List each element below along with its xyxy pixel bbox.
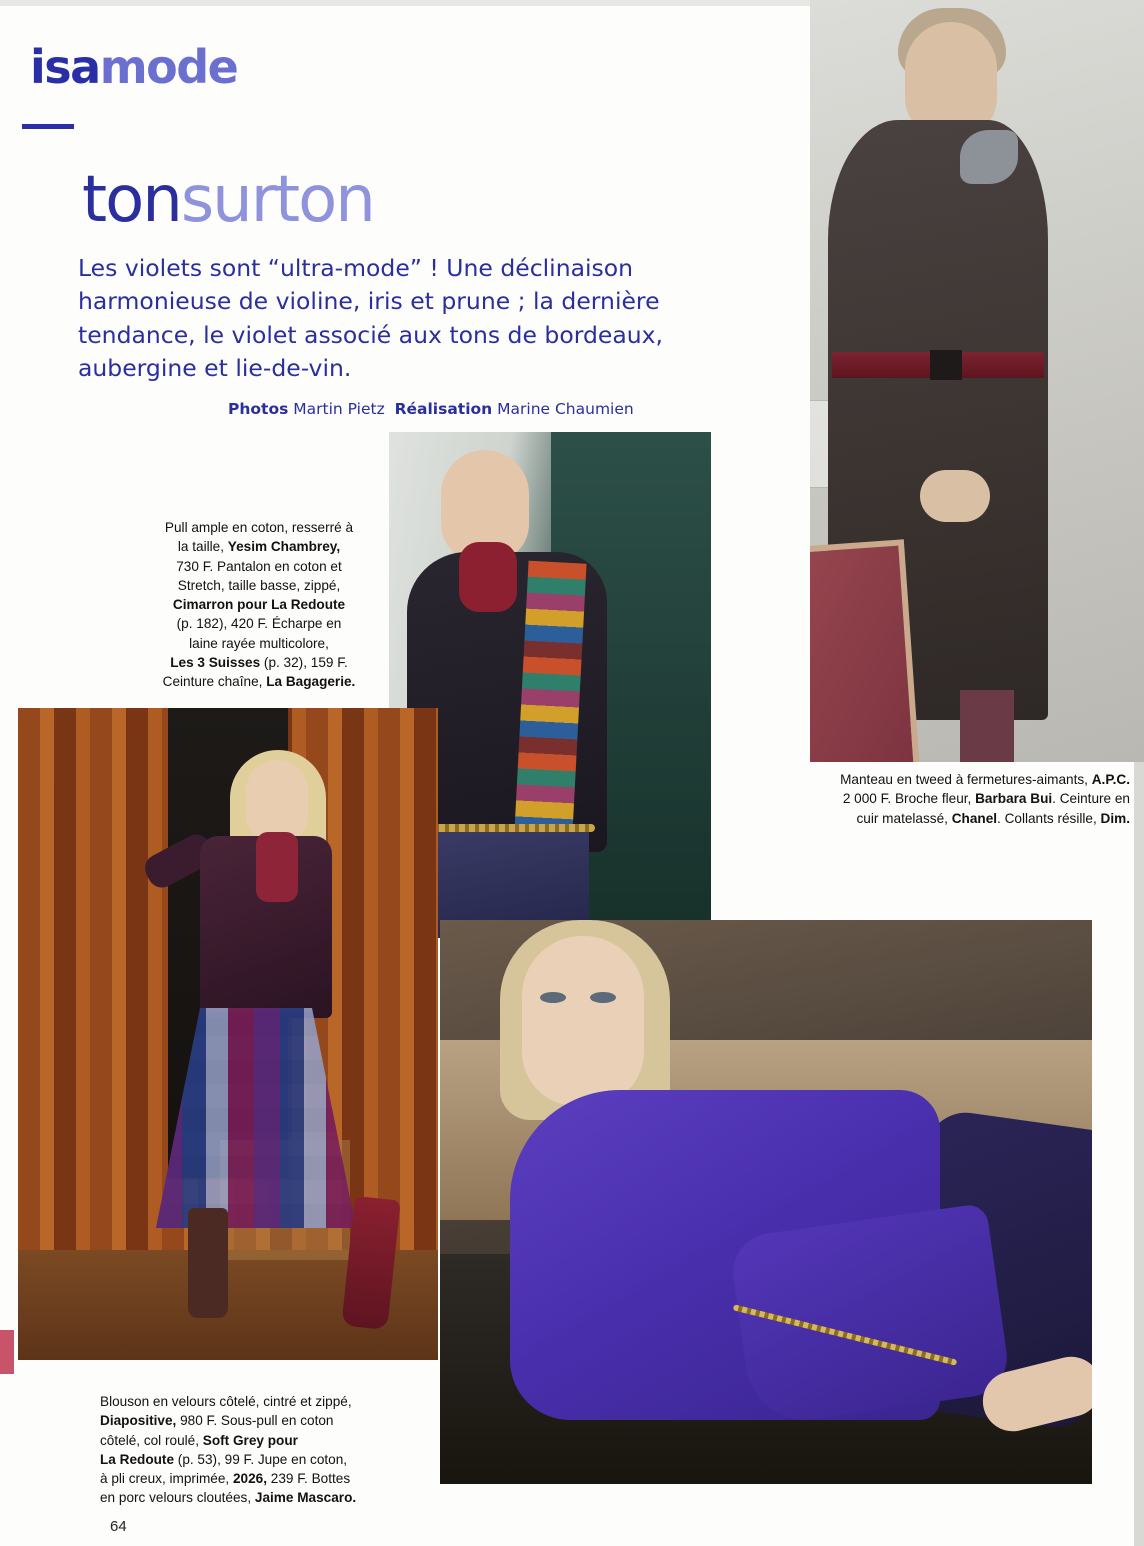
credits-realisation-label: Réalisation — [394, 400, 493, 418]
red-turtleneck — [459, 542, 517, 612]
caption-line: la taille, — [177, 539, 228, 555]
caption-line: en porc velours cloutées, — [100, 1490, 255, 1506]
caption-line: (p. 53), 99 F. Jupe en coton, — [174, 1451, 348, 1467]
credits-photos-label: Photos — [228, 400, 289, 418]
caption-line: Manteau en tweed à fermetures-aimants, — [840, 772, 1092, 787]
magazine-masthead — [30, 40, 237, 94]
masthead-isa: isa — [30, 40, 100, 94]
caption-line: cuir matelassé, — [856, 810, 952, 826]
brand-name: Dim. — [1100, 810, 1130, 826]
brand-name: Jaime Mascaro. — [254, 1490, 357, 1506]
caption-line: . Ceinture en — [1052, 791, 1130, 807]
chain-belt — [429, 824, 595, 832]
credits-photos-name: Martin Pietz — [293, 400, 385, 418]
caption-line: 730 F. Pantalon en coton et — [176, 558, 342, 574]
brand-name: La Bagagerie. — [266, 674, 356, 690]
model-eye-left — [540, 992, 566, 1003]
caption-scarf-model — [148, 518, 370, 692]
caption-line: (p. 32), 159 F. — [260, 655, 348, 671]
red-chair — [810, 539, 920, 762]
brand-name: Chanel — [951, 810, 998, 826]
coat-model-photo — [810, 0, 1144, 762]
caption-line: Ceinture chaîne, — [162, 674, 267, 690]
red-turtleneck — [256, 832, 298, 902]
model-legs-fishnet — [960, 690, 1014, 762]
flower-brooch — [960, 130, 1018, 184]
headline-ton: ton — [82, 163, 181, 237]
caption-line: 980 F. Sous-pull en coton — [176, 1413, 334, 1429]
brand-name: A.P.C. — [1091, 772, 1130, 787]
model-hands — [920, 470, 990, 522]
caption-line: . Collants résille, — [997, 810, 1101, 826]
model-face — [522, 936, 644, 1106]
brand-name: Diapositive, — [100, 1413, 177, 1429]
caption-line: laine rayée multicolore, — [189, 635, 329, 651]
page-number: 64 — [110, 1518, 127, 1535]
caption-coat-model — [810, 770, 1130, 828]
page-title — [82, 163, 374, 237]
caption-line: 2 000 F. Broche fleur, — [842, 791, 976, 807]
masthead-rule — [22, 124, 74, 129]
brand-name: Yesim Chambrey, — [227, 539, 341, 555]
caption-line: (p. 182), 420 F. Écharpe en — [176, 616, 342, 632]
model-eye-right — [590, 992, 616, 1003]
masthead-mode: mode — [99, 40, 238, 94]
brand-name: La Redoute — [100, 1451, 175, 1467]
credits-realisation-name: Marine Chaumien — [497, 400, 634, 418]
brand-name: 2026, — [232, 1471, 267, 1487]
caption-line: Pull ample en coton, resserré à — [164, 520, 354, 535]
headline-surton: surton — [180, 163, 374, 237]
caption-line: Blouson en velours côtelé, cintré et zippé, — [100, 1394, 352, 1409]
brand-name: Cimarron pour La Redoute — [172, 597, 346, 613]
belt-buckle — [930, 350, 962, 380]
velvet-jacket-model-photo — [18, 708, 438, 1360]
page-deck: Les violets sont “ultra-mode” ! Une déclinaison harmonieuse de violine, iris et prune ; la dernière tendance, le violet associé aux tons de bordeaux, aubergine et lie-de-vin. — [78, 254, 663, 383]
boot-left — [188, 1208, 228, 1318]
caption-line: côtelé, col roulé, — [100, 1432, 203, 1448]
photo-credits — [228, 400, 634, 418]
brand-name: Soft Grey pour — [202, 1432, 298, 1448]
caption-velvet-model — [100, 1392, 400, 1508]
brand-name: Les 3 Suisses — [170, 655, 261, 671]
brand-name: Barbara Bui — [975, 791, 1053, 807]
scan-edge-mark — [0, 1330, 14, 1374]
caption-line: à pli creux, imprimée, — [100, 1471, 233, 1487]
caption-line: 239 F. Bottes — [267, 1471, 351, 1487]
caption-line: Stretch, taille basse, zippé, — [177, 577, 341, 593]
purple-top-model-photo — [440, 920, 1092, 1484]
